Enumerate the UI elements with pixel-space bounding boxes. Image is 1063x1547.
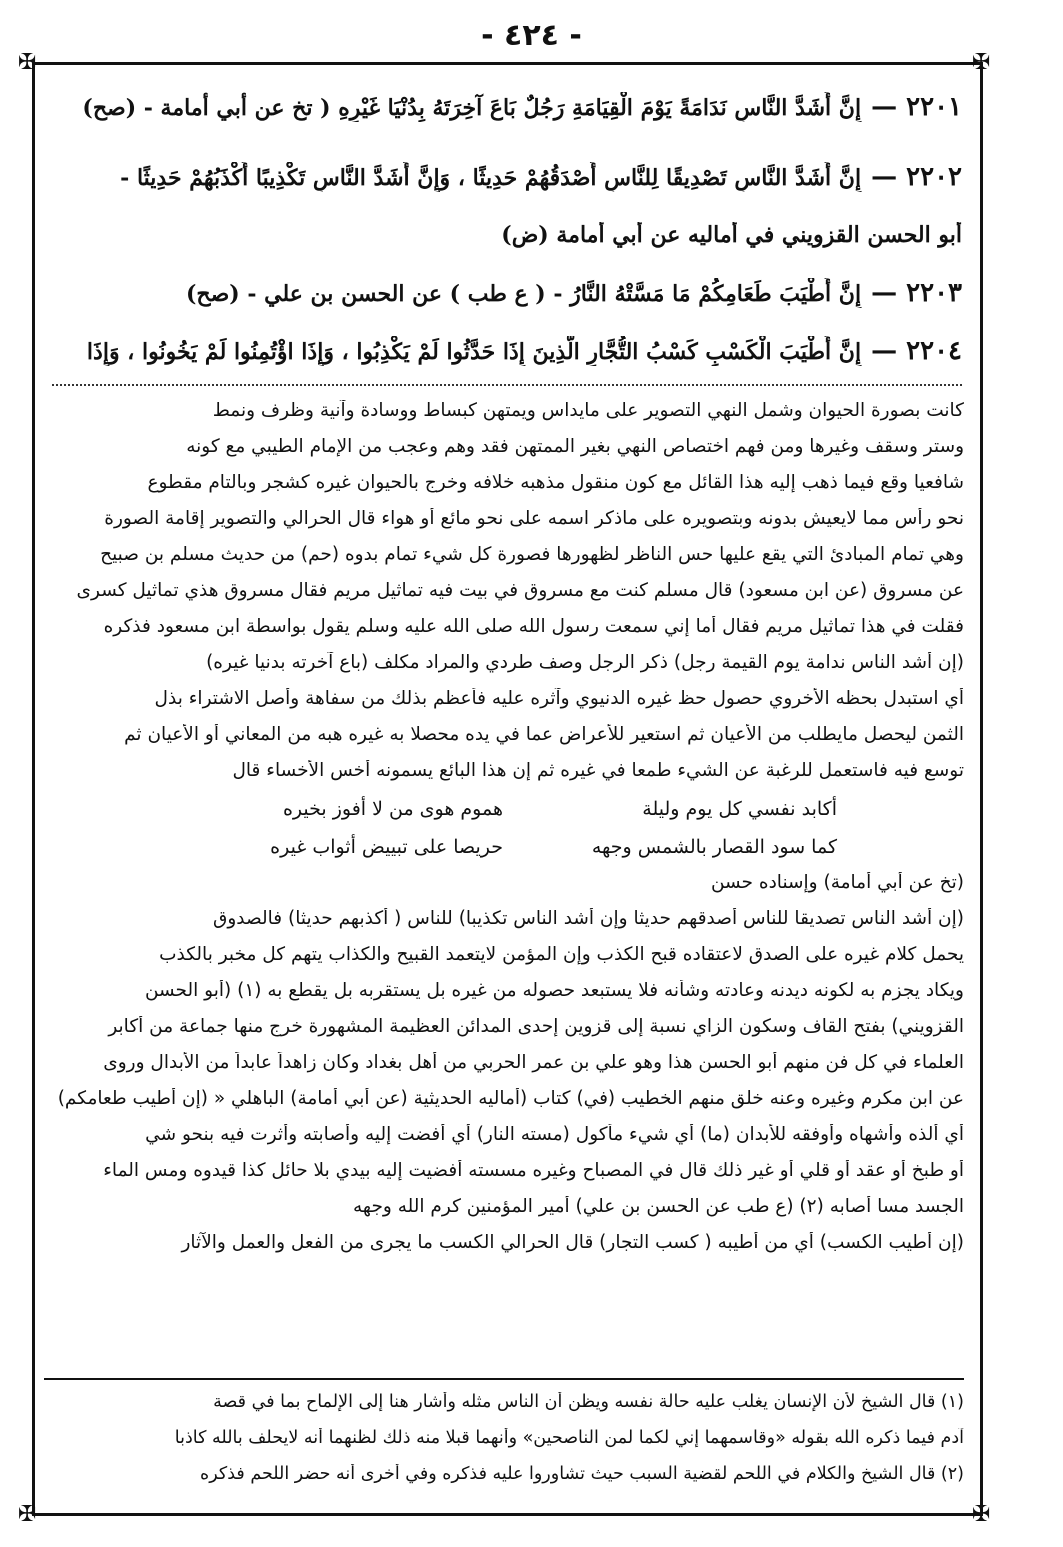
hadith-2202-source: أبو الحسن القزويني في أماليه عن أبي أمامة (ض) (501, 222, 962, 248)
frame-left-rule (32, 62, 35, 1516)
commentary-line: يحمل كلام غيره على الصدق لاعتقاده قبح الكذب وإن المؤمن لايتعمد القبيح والكذاب يتهم كل مخبر بالكذب (159, 944, 964, 965)
commentary-line: ويكاد يجزم به لكونه ديدنه وعادته وشأنه فلا يستبعد حصوله من غيره بل يستقربه بل يقطع به (١) (أبو الحسن (144, 980, 964, 1001)
commentary-line: الثمن ليحصل مايطلب من الأعيان ثم استعير للأعراض عما في يده محصلا به غيره هبه من المعاني أو الأعيان ثم (124, 724, 964, 745)
poem-verse-2-first: كما سود القصار بالشمس وجهه (591, 836, 837, 858)
commentary-line: شافعيا وقع فيما ذهب إليه هذا القائل مع كون منقول مذهبه خلافه وخرج بالحيوان غيره كشجر وبالتام مقطوع (147, 472, 964, 493)
frame-bottom-rule (32, 1513, 982, 1516)
commentary-line: توسع فيه فاستعمل للرغبة عن الشيء طمعا في غيره ثم إن هذا البائع يسمونه أخس الأخساء قال (232, 760, 964, 781)
corner-ornament-icon: ✠ (18, 50, 37, 75)
commentary-line: وهي تمام المبادئ التي يقع عليها حس الناظر لظهورها فصورة كل شيء تمام بدوه (حم) من حديث مسلم بن صبيح (100, 544, 964, 565)
commentary-line: القزويني) بفتح القاف وسكون الزاي نسبة إلى قزوين إحدى المدائن العظيمة المشهورة خرج منها جماعة من أكابر (108, 1016, 964, 1037)
commentary-line: الجسد مسا أصابه (٢) (ع طب عن الحسن بن علي) أمير المؤمنين كرم الله وجهه (353, 1196, 964, 1217)
corner-ornament-icon: ✠ (18, 1502, 37, 1527)
commentary-line: عن ابن مكرم وغيره وعنه خلق منهم الخطيب (في) كتاب (أماليه الحديثية (عن أبي أمامة) الباهلي « (إن أطيب طعامكم) (57, 1088, 964, 1109)
poem-verse-2-second: حريصا على تبييض أثواب غيره (270, 836, 503, 858)
hadith-2202: ٢٢٠٢ —إِنَّ أَشَدَّ النَّاسِ تَصْدِيقًا لِلنَّاسِ أَصْدَقُهُمْ حَدِيثًا ، وَإِنَّ أَشَدَّ النَّاسِ تَكْذِيبًا أَكْذَبُهُمْ حَدِيثًا - (120, 162, 962, 192)
corner-ornament-icon: ✠ (972, 1502, 991, 1527)
commentary-line: أي ألذه وأشهاه وأوفقه للأبدان (ما) أي شيء مأكول (مسته النار) أي أفضت إليه وأصابته وأثرت فيه بنحو شي (145, 1124, 964, 1145)
frame-right-rule (980, 62, 983, 1516)
frame-top-rule (32, 62, 982, 65)
commentary-line: أو طبخ أو عقد أو قلي أو غير ذلك قال في المصباح وغيره مسسته أفضيت إليه بيدي بلا حائل كذا قيدوه ومس الماء (103, 1160, 964, 1181)
poem-verse-1-first: أكابد نفسي كل يوم وليلة (642, 798, 837, 820)
commentary-line: (تخ عن أبي أمامة) وإسناده حسن (710, 872, 964, 893)
commentary-line: نحو رأس مما لايعيش بدونه وبتصويره على ماذكر اسمه على نحو مائع أو هواء قال الحرالي والتصوير إقامة الصورة (104, 508, 964, 529)
footnote-line: آدم فيما ذكره الله بقوله «وقاسمهما إني لكما لمن الناصحين» وأنهما قبلا منه ذلك لظنهما أنه لايحلف بالله كاذبا (174, 1428, 964, 1448)
commentary-line: (إن أطيب الكسب) أي من أطيبه ( كسب التجار) قال الحرالي الكسب ما يجرى من الفعل والعمل والآثار (181, 1232, 964, 1253)
section-separator (52, 384, 962, 386)
commentary-line: أي استبدل بحظه الأخروي حصول حظ غيره الدنيوي وآثره عليه فأعظم بذلك من سفاهة وأصل الاشتراء بذل (154, 688, 964, 709)
commentary-line: (إن أشد الناس ندامة يوم القيمة رجل) ذكر الرجل وصف طردي والمراد مكلف (باع آخرته بدنيا غيره) (206, 652, 964, 673)
hadith-2204: ٢٢٠٤ —إِنَّ أَطْيَبَ الْكَسْبِ كَسْبُ التُّجَّارِ الَّذِينَ إِذَا حَدَّثُوا لَمْ يَكْذِبُوا ، وَإِذَا اؤْتُمِنُوا لَمْ يَخُونُوا ، وَإِذَا (86, 336, 962, 366)
hadith-2203: ٢٢٠٣ —إِنَّ أَطْيَبَ طَعَامِكُمْ مَا مَسَّتْهُ النَّارُ - ( ع طب ) عن الحسن بن علي - (صح) (185, 278, 962, 308)
commentary-line: العلماء في كل فن منهم أبو الحسن هذا وهو علي بن عمر الحربي من أهل بغداد وكان زاهداً عابداً من الأبدال وروى (103, 1052, 964, 1073)
hadith-2201: ٢٢٠١ —إِنَّ أَشَدَّ النَّاسِ نَدَامَةً يَوْمَ الْقِيَامَةِ رَجُلٌ بَاعَ آخِرَتَهُ بِدُنْيَا غَيْرِهِ ( تخ عن أبي أمامة - (صح) (82, 92, 962, 122)
footnote-line: (٢) قال الشيخ والكلام في اللحم لقضية السبب حيث تشاوروا عليه فذكره وفي أخرى أنه حضر اللحم فذكره (200, 1464, 964, 1484)
commentary-line: (إن أشد الناس تصديقا للناس أصدقهم حديثا وإن أشد الناس تكذيبا) للناس ( أكذبهم حديثا) فالصدوق (212, 908, 964, 929)
poem-verse-1-second: هموم هوى من لا أفوز بخيره (282, 798, 503, 820)
footnote-rule (44, 1378, 964, 1380)
corner-ornament-icon: ✠ (972, 50, 991, 75)
page-number: - ٤٢٤ - (481, 18, 582, 53)
commentary-line: كانت بصورة الحيوان وشمل النهي التصوير على مايداس ويمتهن كبساط ووسادة وآنية وظرف ونمط (212, 400, 964, 421)
footnote-line: (١) قال الشيخ لأن الإنسان يغلب عليه حالة نفسه ويظن أن الناس مثله وأشار هنا إلى الإلماح بما في قصة (213, 1392, 964, 1412)
commentary-line: وستر وسقف وغيرها ومن فهم اختصاص النهي بغير الممتهن فقد وهم وعجب من الإمام الطيبي مع كونه (186, 436, 964, 457)
commentary-line: عن مسروق (عن ابن مسعود) قال مسلم كنت مع مسروق في بيت فيه تماثيل مريم فقال مسروق هذي تماثيل كسرى (76, 580, 964, 601)
commentary-line: فقلت في هذا تماثيل مريم فقال أما إني سمعت رسول الله صلى الله عليه وسلم يقول بواسطة ابن مسعود فذكره (103, 616, 964, 637)
